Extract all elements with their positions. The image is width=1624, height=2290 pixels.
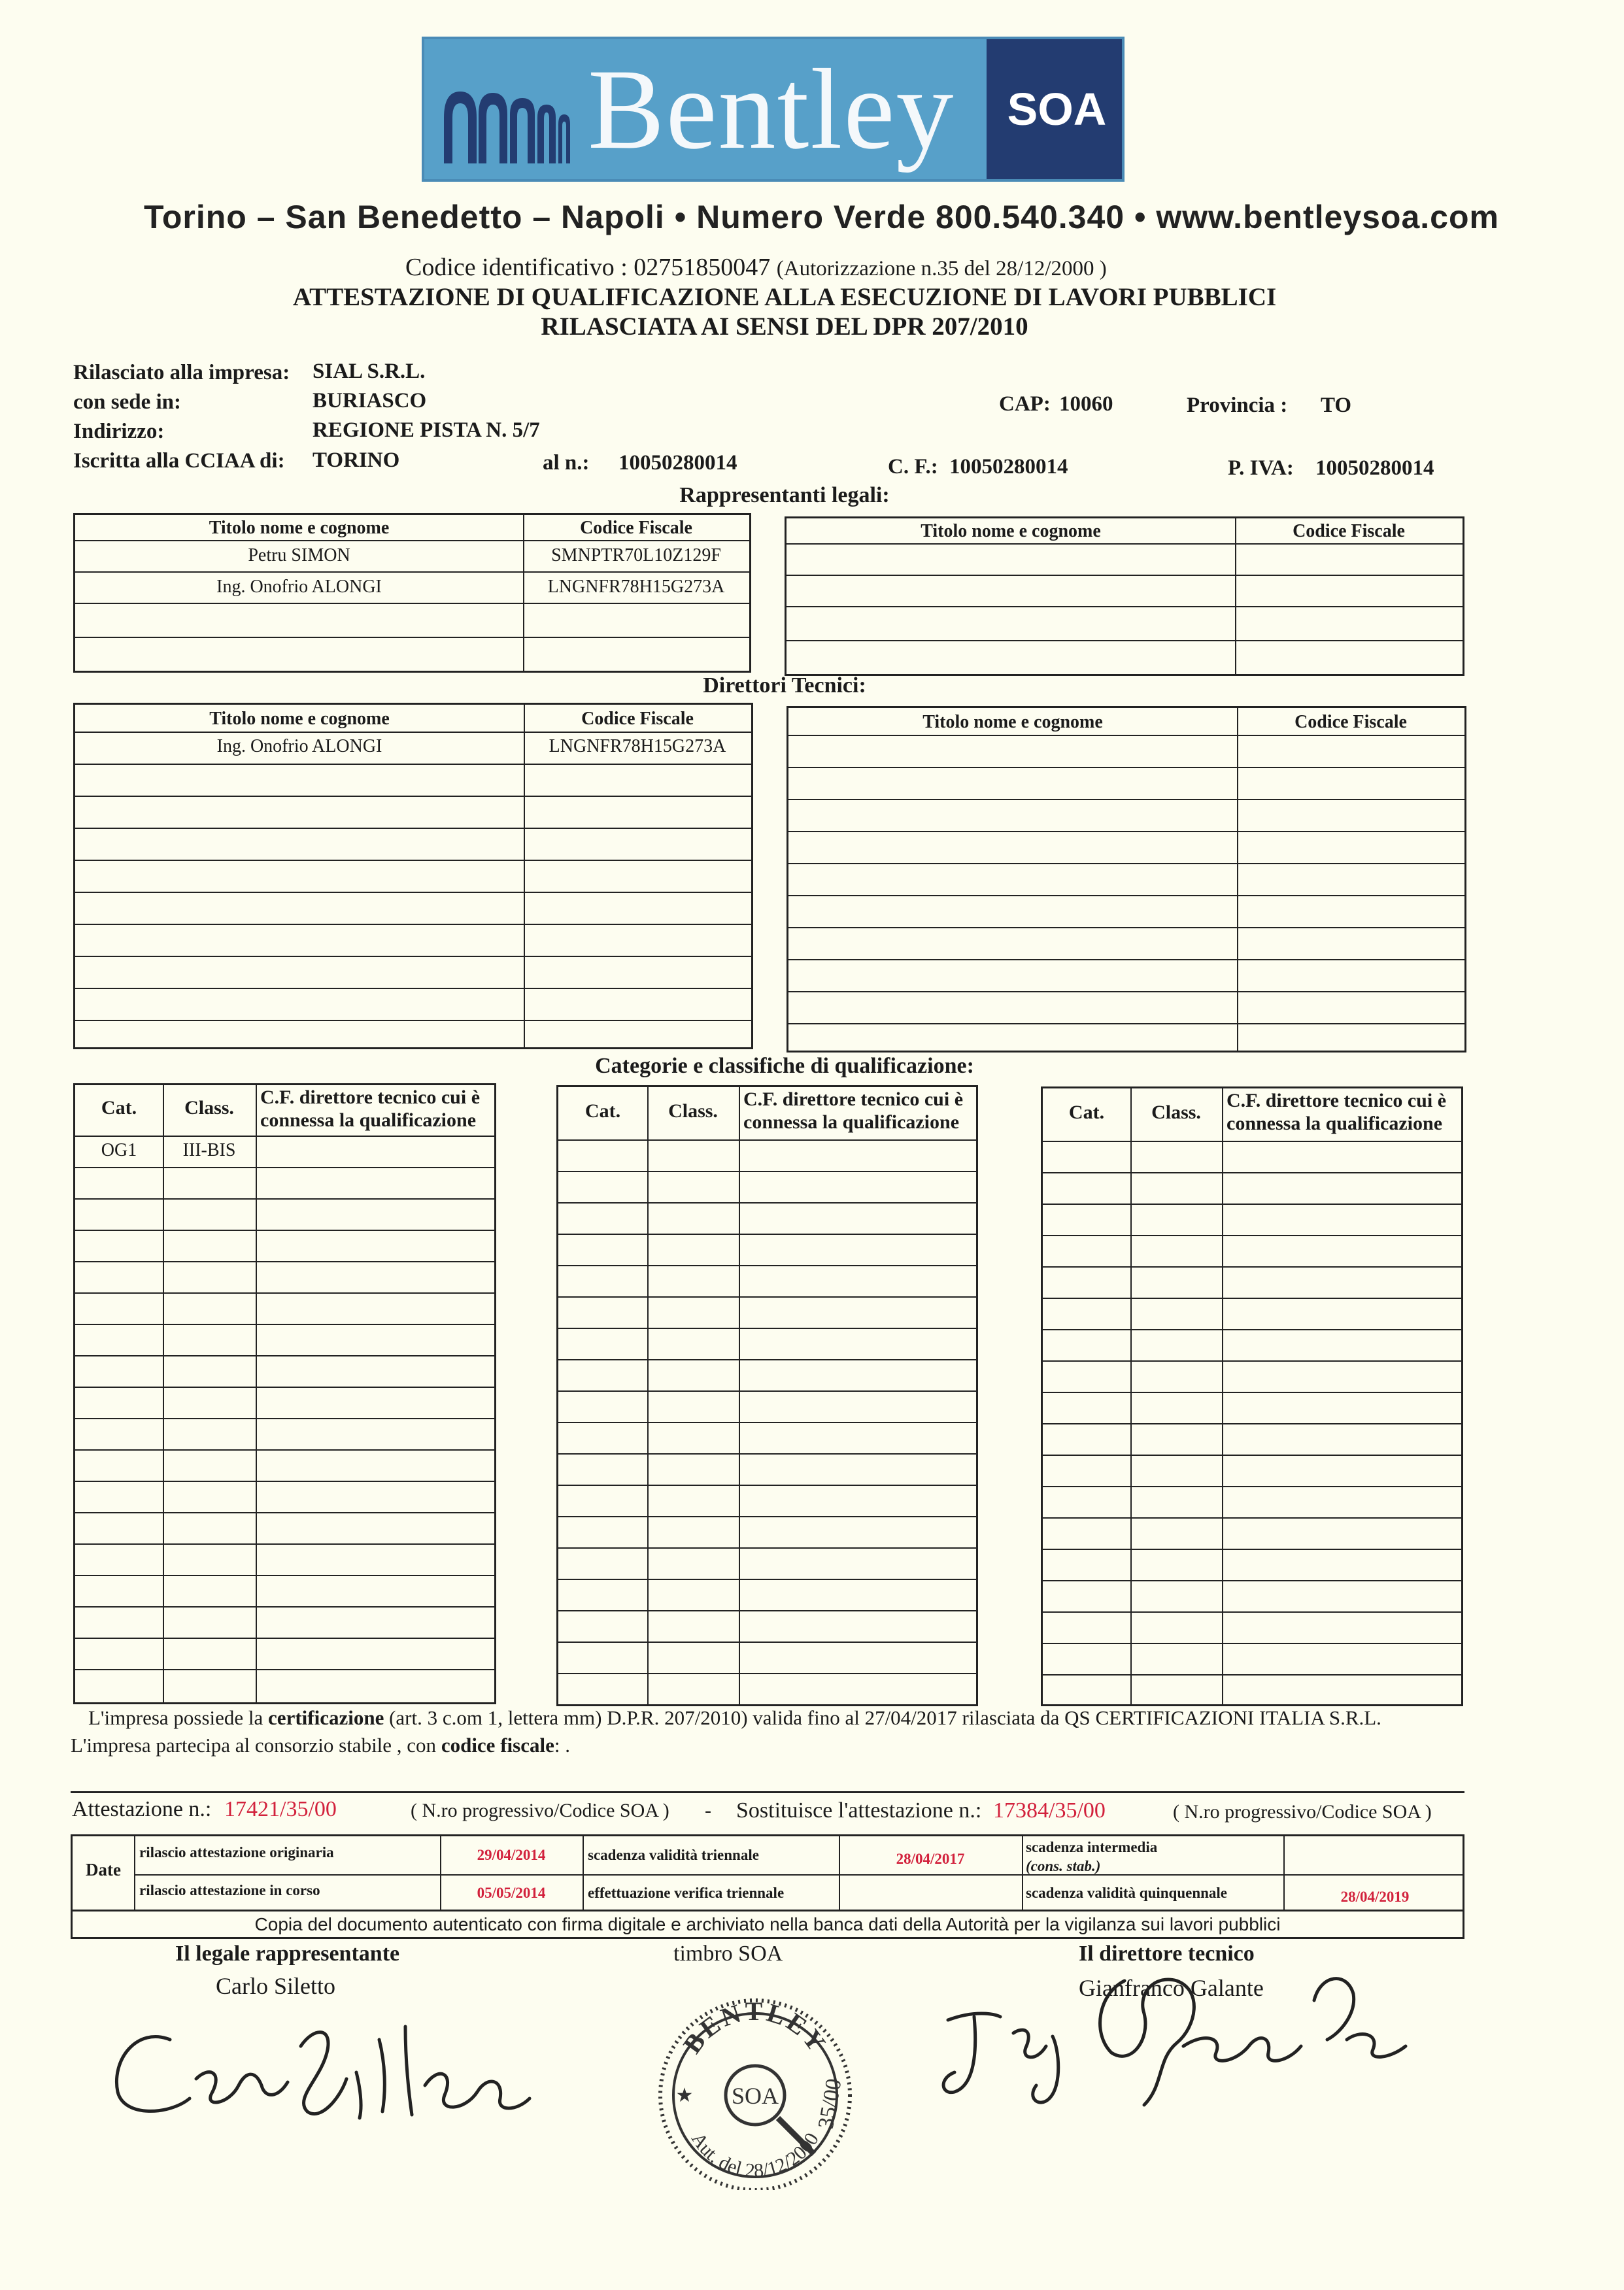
timbro-label: timbro SOA [673,1942,783,1966]
col-header-cat: Cat. [584,1100,621,1122]
verifica-triennale-label: effettuazione verifica triennale [588,1885,785,1901]
col-header-name: Titolo nome e cognome [921,521,1101,541]
aln-value: 10050280014 [618,451,737,475]
col-header-cf-line1: C.F. direttore tecnico cui è [743,1088,964,1110]
provincia-value: TO [1321,394,1352,417]
scadenza-quinquennale-date: 28/04/2019 [1340,1889,1410,1905]
cf-label: C. F.: [888,455,938,479]
rappresentanti-table-left [73,513,751,673]
cap-value: 10060 [1059,392,1113,416]
cap-label: CAP: [999,392,1051,416]
rappresentante-cf: SMNPTR70L10Z129F [551,545,721,565]
col-header-cat: Cat. [101,1097,137,1119]
col-header-class: Class. [1151,1102,1201,1123]
svg-text:★: ★ [675,2085,694,2106]
sostituisce-label: Sostituisce l'attestazione n.: [736,1798,982,1823]
stamp-bottom-text: Aut. del 28/12/2000 [686,2129,824,2182]
col-header-cf: Codice Fiscale [581,709,694,729]
rilascio-corso-label: rilascio attestazione in corso [139,1882,320,1898]
attestazione-label: Attestazione n.: [72,1797,212,1821]
categorie-title: Categorie e classifiche di qualificazione: [595,1054,974,1078]
arches-logo-mark-icon [441,78,571,170]
legale-name: Carlo Siletto [216,1973,335,1999]
categoria-class: III-BIS [182,1140,236,1160]
col-header-cat: Cat. [1068,1102,1105,1123]
col-header-cf: Codice Fiscale [1294,712,1407,732]
logo-wordmark: Bentley [588,46,955,173]
legale-signature-icon [98,2000,543,2131]
piva-value: 10050280014 [1315,456,1434,480]
direttore-title: Il direttore tecnico [1079,1942,1255,1966]
indirizzo-value: REGIONE PISTA N. 5/7 [313,418,540,442]
col-header-name: Titolo nome e cognome [209,518,390,538]
rilascio-corso-date: 05/05/2014 [477,1885,546,1901]
scadenza-triennale-label: scadenza validità triennale [588,1847,759,1863]
contact-tagline: Torino – San Benedetto – Napoli • Numero Verde 800.540.340 • www.bentleysoa.com [144,199,1499,235]
sostituisce-number: 17384/35/00 [993,1798,1106,1823]
col-header-cf: Codice Fiscale [580,518,692,538]
svg-text:BENTLEY [677,1996,833,2059]
col-header-cf-line1: C.F. direttore tecnico cui è [1226,1090,1447,1111]
aln-label: al n.: [543,451,590,475]
col-header-cf-line1: C.F. direttore tecnico cui è [260,1086,481,1108]
indirizzo-label: Indirizzo: [73,420,165,443]
attestazione-number: 17421/35/00 [224,1797,337,1821]
separator-line [71,1791,1464,1793]
document-title: ATTESTAZIONE DI QUALIFICAZIONE ALLA ESECUZIONE DI LAVORI PUBBLICI [292,283,1277,311]
bentley-logo [422,37,1125,182]
rappresentanti-title: Rappresentanti legali: [679,483,890,507]
scadenza-triennale-date: 28/04/2017 [896,1851,965,1867]
progressivo-note: ( N.ro progressivo/Codice SOA ) [1173,1801,1432,1823]
col-header-cf: Codice Fiscale [1293,521,1405,541]
direttore-signature-icon [928,1955,1425,2118]
consorzio-line: L'impresa partecipa al consorzio stabile , con codice fiscale: . [71,1734,570,1757]
legale-title: Il legale rappresentante [175,1942,400,1966]
document-subtitle: RILASCIATA AI SENSI DEL DPR 207/2010 [541,312,1028,341]
progressivo-note: ( N.ro progressivo/Codice SOA ) [411,1800,669,1821]
stamp-center-text: SOA [731,2083,779,2109]
cciaa-label: Iscritta alla CCIAA di: [73,449,285,473]
rilascio-originaria-date: 29/04/2014 [477,1847,546,1863]
stamp-side-text: 35/00 [813,2076,847,2131]
scadenza-quinquennale-label: scadenza validità quinquennale [1026,1885,1228,1901]
col-header-name: Titolo nome e cognome [922,712,1103,732]
categorie-table-3 [1041,1086,1463,1706]
direttore-name: Gianfranco Galante [1079,1975,1264,2001]
logo-badge: SOA [987,39,1125,179]
categorie-table-1 [73,1083,496,1704]
col-header-class: Class. [668,1100,718,1122]
stamp-top-text: BENTLEY [677,1996,834,2059]
direttori-table-left [73,703,753,1049]
rilascio-originaria-label: rilascio attestazione originaria [139,1844,334,1861]
col-header-cf-line2: connessa la qualificazione [1226,1113,1443,1134]
cf-value: 10050280014 [949,455,1068,479]
rappresentante-name: Ing. Onofrio ALONGI [216,577,382,597]
impresa-name: SIAL S.R.L. [313,360,426,383]
direttore-cf: LNGNFR78H15G273A [549,736,726,756]
bentley-soa-stamp-icon [644,1981,866,2190]
col-header-cf-line2: connessa la qualificazione [743,1111,960,1133]
rappresentante-name: Petru SIMON [248,545,350,565]
scadenza-intermedia-label: scadenza intermedia (cons. stab.) [1026,1839,1158,1874]
date-table [71,1834,1464,1911]
direttori-table-right [787,706,1466,1052]
sede-label: con sede in: [73,390,181,414]
codice-identificativo: Codice identificativo : 02751850047 (Autorizzazione n.35 del 28/12/2000 ) [405,254,1107,281]
rappresentante-cf: LNGNFR78H15G273A [547,577,725,597]
categoria-cat: OG1 [101,1140,137,1160]
col-header-class: Class. [184,1097,234,1119]
sede-value: BURIASCO [313,389,427,413]
piva-label: P. IVA: [1228,456,1294,480]
dash: - [705,1800,711,1821]
cciaa-value: TORINO [313,448,400,472]
provincia-label: Provincia : [1187,394,1288,417]
col-header-cf-line2: connessa la qualificazione [260,1109,477,1131]
direttori-title: Direttori Tecnici: [703,673,866,698]
direttore-name: Ing. Onofrio ALONGI [216,736,382,756]
rappresentanti-table-right [785,516,1464,676]
rilasciato-label: Rilasciato alla impresa: [73,361,290,384]
col-header-name: Titolo nome e cognome [209,709,390,729]
certificazione-line: L'impresa possiede la certificazione (art. 3 c.om 1, lettera mm) D.P.R. 207/2010) valida fino al 27/04/2017 rilasciata da QS CERTIFICAZIONI ITALIA S.R.L. [88,1706,1381,1729]
categorie-table-2 [556,1085,978,1706]
copia-documento-note: Copia del documento autenticato con firma digitale e archiviato nella banca dati della Autorità per la vigilanza sui lavori pubblici [71,1911,1464,1939]
date-label: Date [86,1860,121,1879]
svg-text:Aut. del 28/12/2000 [687,2129,823,2181]
